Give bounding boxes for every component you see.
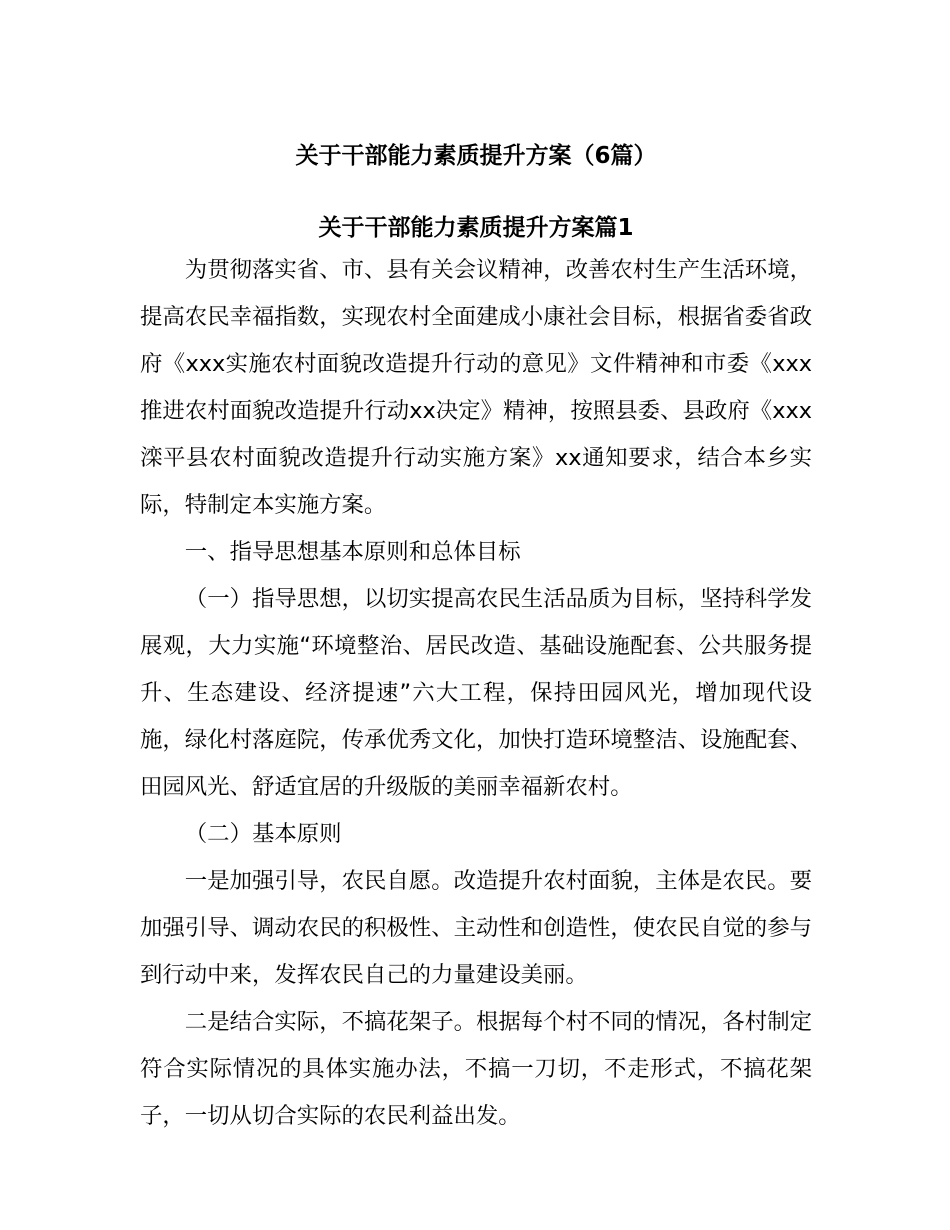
paragraph-principle-two: 二是结合实际，不搞花架子。根据每个村不同的情况，各村制定符合实际情况的具体实施办法，不搞一刀切，不走形式，不搞花架子，一切从切合实际的农民利益出发。	[140, 1009, 812, 1129]
paragraph-principle-one: 一是加强引导，农民自愿。改造提升农村面貌，主体是农民。要加强引导、调动农民的积极性、主动性和创造性，使农民自觉的参与到行动中来，发挥农民自己的力量建设美丽。	[140, 868, 812, 988]
document-body	[140, 138, 812, 1140]
paragraph-intro: 为贯彻落实省、市、县有关会议精神，改善农村生产生活环境，提高农民幸福指数，实现农村全面建成小康社会目标，根据省委省政府《xxx实施农村面貌改造提升行动的意见》文件精神和市委《xxx推进农村面貌改造提升行动xx决定》精神，按照县委、县政府《xxx滦平县农村面貌改造提升行动实施方案》xx通知要求，结合本乡实际，特制定本实施方案。	[140, 257, 812, 518]
heading-guiding-principles: 一、指导思想基本原则和总体目标	[184, 539, 521, 565]
paragraph-guiding-thought: （一）指导思想，以切实提高农民生活品质为目标，坚持科学发展观，大力实施“环境整治、居民改造、基础设施配套、公共服务提升、生态建设、经济提速”六大工程，保持田园风光，增加现代设施，绿化村落庭院，传承优秀文化，加快打造环境整洁、设施配套、田园风光、舒适宜居的升级版的美丽幸福新农村。	[140, 586, 812, 800]
section-title: 关于干部能力素质提升方案篇1	[318, 215, 634, 241]
heading-basic-principles: （二）基本原则	[184, 821, 342, 847]
document-title: 关于干部能力素质提升方案（6篇）	[295, 143, 657, 169]
